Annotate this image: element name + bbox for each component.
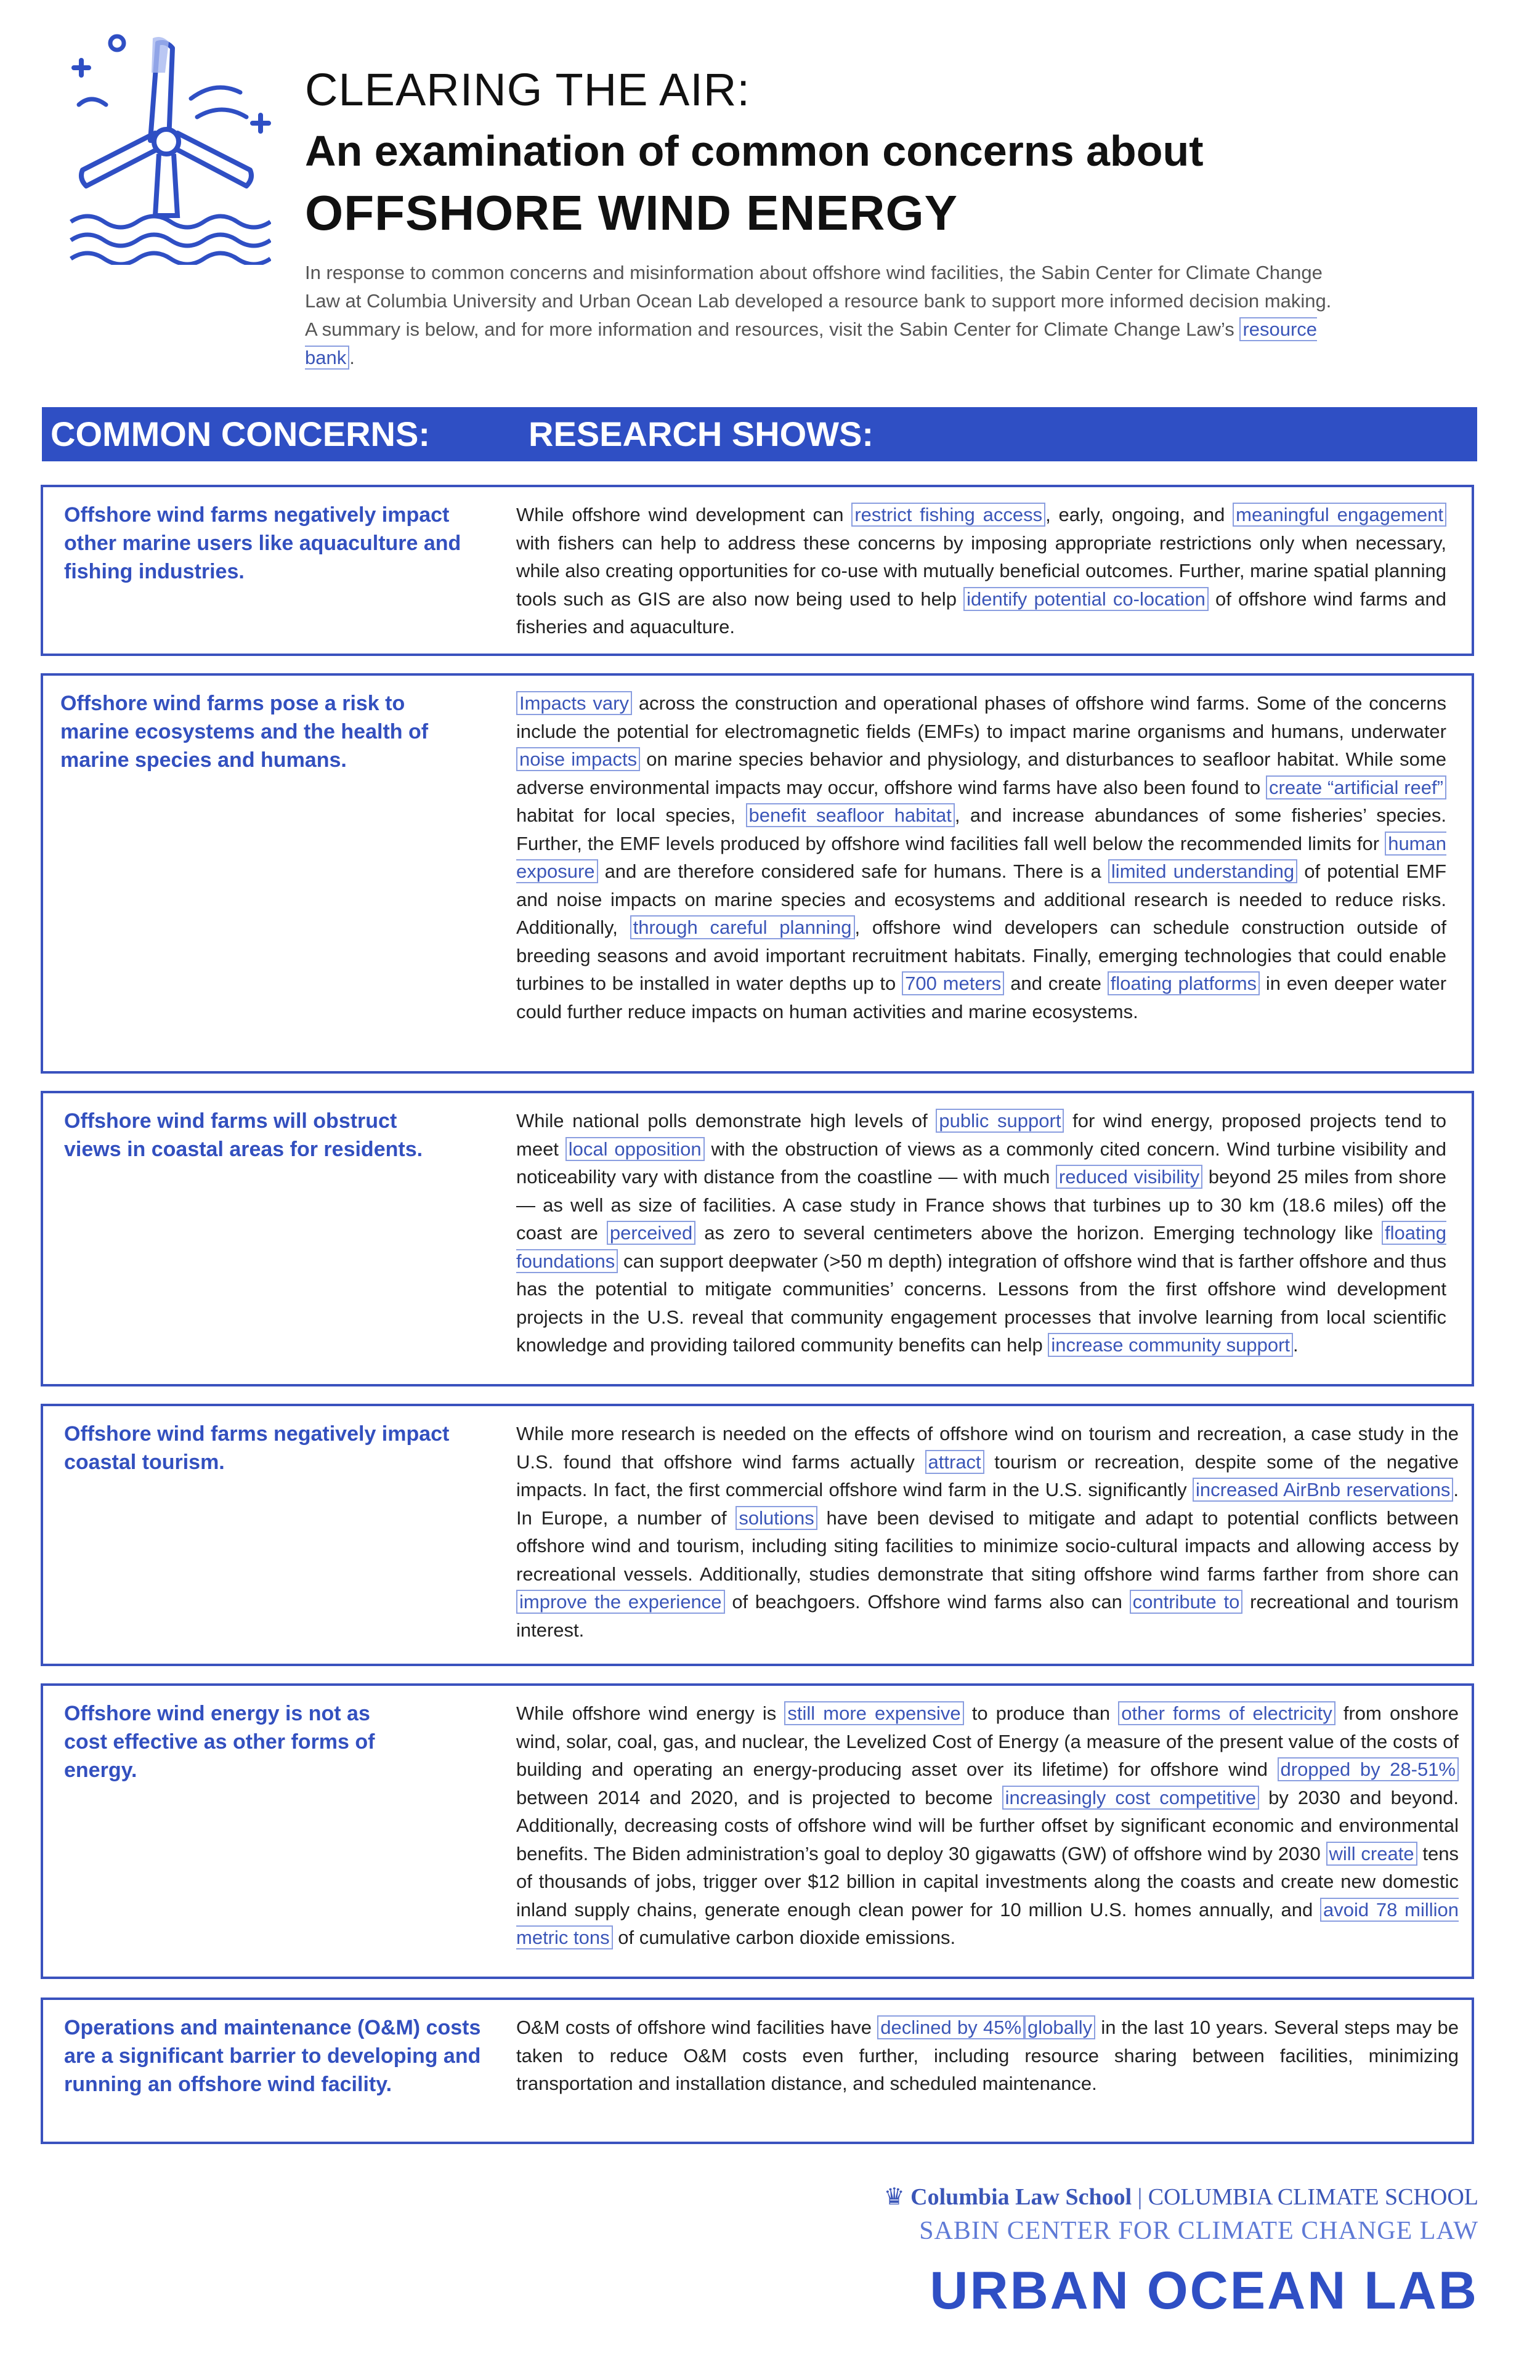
concern-row-cost bbox=[41, 1683, 1474, 1979]
common-concerns-heading: COMMON CONCERNS: bbox=[51, 415, 430, 453]
research-link[interactable]: increased AirBnb reservations bbox=[1193, 1478, 1453, 1502]
research-link[interactable]: meaningful engagement bbox=[1233, 503, 1446, 527]
research-text bbox=[516, 1699, 1459, 1952]
research-text-run: with the obstruction of views as a commonly cited concern. Wind turbine visibility and noticeability vary with distance from the coastline — with much bbox=[516, 1138, 1447, 1188]
research-link[interactable]: still more expensive bbox=[784, 1701, 963, 1725]
research-link[interactable]: declined by 45% bbox=[877, 2015, 1024, 2039]
research-shows-heading: RESEARCH SHOWS: bbox=[529, 415, 874, 453]
footer-separator: | bbox=[1137, 2184, 1143, 2210]
research-link[interactable]: restrict fishing access bbox=[851, 503, 1045, 527]
concern-text: Offshore wind farms negatively impact coastal tourism. bbox=[64, 1422, 450, 1474]
research-text-run: on marine species behavior and physiology, and disturbances to seafloor habitat. While some adverse environmental impacts may occur, offshore wind farms have also been found to bbox=[516, 748, 1446, 798]
research-link[interactable]: Impacts vary bbox=[516, 691, 632, 715]
columbia-line bbox=[875, 2180, 1478, 2214]
intro-text: In response to common concerns and misinformation about offshore wind facilities, the Sabin Center for Climate Change Law at Columbia University and Urban Ocean Lab developed a resource bank to support more informed decision making. A summary is below, and for more information and resources, visit the Sabin Center for Climate Change Law’s bbox=[305, 262, 1332, 340]
concern-row-ecosystems bbox=[41, 673, 1474, 1074]
research-link[interactable]: other forms of electricity bbox=[1118, 1701, 1335, 1725]
research-text bbox=[516, 689, 1446, 1026]
intro-end: . bbox=[349, 347, 355, 368]
research-text-run: O&M costs of offshore wind facilities have bbox=[516, 2017, 878, 2038]
research-text-run: by 2030 and beyond. Additionally, decreasing costs of offshore wind will be further offset by significant economic and environmental benefits. The Biden administration’s goal to deploy 30 gigawatts (GW) of offshore wind by 2030 bbox=[516, 1786, 1459, 1864]
research-text-run: , offshore wind developers can schedule construction outside of breeding seasons and avoid important recruitment habitats. Finally, emerging technologies that could enable turbines to be installed in water depths up to bbox=[516, 917, 1447, 994]
title-line-3: OFFSHORE WIND ENERGY bbox=[305, 185, 958, 240]
concern-text: Offshore wind energy is not as cost effective as other forms of energy. bbox=[64, 1702, 375, 1782]
intro-paragraph bbox=[305, 259, 1334, 372]
wind-turbine-logo bbox=[68, 31, 271, 265]
research-text-run: . bbox=[1293, 1334, 1299, 1356]
concern-row-tourism bbox=[41, 1404, 1474, 1666]
research-text-run: can support deepwater (>50 m depth) integration of offshore wind that is farther offshore and thus has the potential to mitigate communities’ concerns. Lessons from the first offshore wind development projects in the U.S. reveal that community engagement processes that involve learning from local scientific knowledge and providing tailored community benefits can help bbox=[516, 1250, 1446, 1356]
research-text-run: of beachgoers. Offshore wind farms also can bbox=[724, 1591, 1130, 1613]
research-text-run: While national polls demonstrate high levels of bbox=[516, 1110, 936, 1131]
research-link[interactable]: noise impacts bbox=[516, 747, 640, 771]
research-text-run: of potential EMF and noise impacts on marine species and ecosystems and additional research is needed to reduce risks. Additionally, bbox=[516, 860, 1447, 938]
research-text-run: of cumulative carbon dioxide emissions. bbox=[612, 1927, 956, 1948]
research-text-run: . In Europe, a number of bbox=[516, 1479, 1459, 1529]
research-text-run: to produce than bbox=[963, 1702, 1119, 1724]
research-text-run: While offshore wind development can bbox=[516, 504, 852, 525]
concern-row-views bbox=[41, 1091, 1474, 1386]
concern-text: Offshore wind farms negatively impact other marine users like aquaculture and fishing industries. bbox=[64, 503, 461, 583]
research-link[interactable]: will create bbox=[1326, 1842, 1417, 1866]
research-link[interactable]: limited understanding bbox=[1108, 859, 1297, 883]
research-link[interactable]: identify potential co-location bbox=[963, 587, 1209, 611]
research-link[interactable]: avoid 78 million metric tons bbox=[516, 1898, 1459, 1948]
concern-row-fishing bbox=[41, 485, 1474, 656]
research-text-run: and create bbox=[1004, 973, 1108, 994]
research-text-run: have been devised to mitigate and adapt to potential conflicts between offshore wind and tourism, including siting facilities to minimize socio-cultural impacts and allowing access by recreational vessels. Additionally, studies demonstrate that siting offshore wind farms farther from shore can bbox=[516, 1507, 1459, 1585]
research-link[interactable]: reduced visibility bbox=[1056, 1165, 1202, 1189]
research-text-run: in even deeper water could further reduce impacts on human activities and marine ecosystems. bbox=[516, 973, 1447, 1022]
research-link[interactable]: 700 meters bbox=[902, 971, 1004, 995]
crown-icon: ♛ bbox=[883, 2184, 905, 2210]
research-link[interactable]: local opposition bbox=[565, 1137, 705, 1161]
research-link[interactable]: improve the experience bbox=[516, 1590, 725, 1614]
research-text-run: habitat for local species, bbox=[516, 804, 746, 826]
research-text bbox=[516, 1107, 1446, 1359]
resource-bank-link[interactable]: resource bank bbox=[305, 318, 1318, 368]
research-link[interactable]: solutions bbox=[736, 1506, 817, 1530]
research-link[interactable]: increase community support bbox=[1048, 1333, 1293, 1357]
title-line-2: An examination of common concerns about bbox=[305, 127, 1204, 175]
concern-text: Operations and maintenance (O&M) costs are a significant barrier to developing and running an offshore wind facility. bbox=[64, 2016, 481, 2096]
research-text-run: , and increase abundances of some fisheries’ species. Further, the EMF levels produced by offshore wind facilities fall well below the recommended limits for bbox=[516, 804, 1446, 854]
research-link[interactable]: attract bbox=[925, 1450, 984, 1474]
columbia-law-school: Columbia Law School bbox=[910, 2184, 1132, 2210]
concern-text: Offshore wind farms pose a risk to marine ecosystems and the health of marine species and humans. bbox=[60, 692, 429, 772]
research-link[interactable]: floating platforms bbox=[1108, 971, 1260, 995]
research-text-run: tourism or recreation, despite some of the negative impacts. In fact, the first commercial offshore wind farm in the U.S. significantly bbox=[516, 1451, 1459, 1500]
research-link[interactable]: through careful planning bbox=[630, 915, 855, 939]
columbia-climate-school: COLUMBIA CLIMATE SCHOOL bbox=[1148, 2184, 1478, 2210]
research-text-run: of offshore wind farms and fisheries and aquaculture. bbox=[516, 588, 1446, 638]
research-link[interactable]: globally bbox=[1024, 2015, 1095, 2039]
research-link[interactable]: human exposure bbox=[516, 832, 1446, 882]
research-text-run: While offshore wind energy is bbox=[516, 1702, 785, 1724]
research-text bbox=[516, 1420, 1459, 1644]
research-text-run: beyond 25 miles from shore — as well as size of facilities. A case study in France shows that turbines up to 30 km (18.6 miles) off the coast are bbox=[516, 1166, 1447, 1244]
page-title bbox=[305, 60, 1475, 244]
research-text-run: recreational and tourism interest. bbox=[516, 1591, 1459, 1641]
sabin-center-line: SABIN CENTER FOR CLIMATE CHANGE LAW bbox=[919, 2217, 1478, 2245]
research-link[interactable]: benefit seafloor habitat bbox=[746, 803, 955, 827]
research-link[interactable]: contribute to bbox=[1130, 1590, 1243, 1614]
research-text bbox=[516, 501, 1446, 641]
research-link[interactable]: floating foundations bbox=[516, 1222, 1446, 1272]
research-text-run: tens of thousands of jobs, trigger over $12 billion in capital investments along the coasts and create new domestic inland supply chains, generate enough clean power for 10 million U.S. homes annually, and bbox=[516, 1842, 1459, 1921]
research-link[interactable]: public support bbox=[936, 1109, 1064, 1133]
research-text bbox=[516, 2014, 1459, 2098]
research-text-run: in the last 10 years. Several steps may be taken to reduce O&M costs even further, including resource sharing between facilities, minimizing transportation and installation distance, and scheduled maintenance. bbox=[516, 2017, 1459, 2094]
research-text-run: from onshore wind, solar, coal, gas, and nuclear, the Levelized Cost of Energy (a measure of the present value of the costs of building and operating an energy-producing asset over its lifetime) for offshore wind bbox=[516, 1702, 1459, 1780]
research-link[interactable]: increasingly cost competitive bbox=[1002, 1786, 1259, 1810]
research-text-run: between 2014 and 2020, and is projected to become bbox=[516, 1786, 1002, 1808]
research-text-run: as zero to several centimeters above the horizon. Emerging technology like bbox=[695, 1222, 1382, 1244]
research-link[interactable]: create “artificial reef” bbox=[1266, 775, 1446, 799]
concern-row-om-costs bbox=[41, 1997, 1474, 2144]
research-text-run: and are therefore considered safe for humans. There is a bbox=[598, 860, 1108, 882]
column-header-bar bbox=[42, 407, 1477, 461]
research-text-run: across the construction and operational phases of offshore wind farms. Some of the concerns include the potential for electromagnetic fields (EMFs) to impact marine organisms and humans, underwater bbox=[516, 692, 1446, 742]
research-text-run: for wind energy, proposed projects tend to meet bbox=[516, 1110, 1446, 1160]
concern-text: Offshore wind farms will obstruct views in coastal areas for residents. bbox=[64, 1109, 423, 1161]
research-link[interactable]: dropped by 28-51% bbox=[1278, 1757, 1459, 1781]
research-text-run: , early, ongoing, and bbox=[1045, 504, 1233, 525]
research-text-run: with fishers can help to address these concerns by imposing appropriate restrictions only when necessary, while also creating opportunities for co-use with mutually beneficial outcomes. Further, marine spatial planning tools such as GIS are also now being used to help bbox=[516, 532, 1446, 610]
footer-logos bbox=[875, 2180, 1478, 2325]
research-link[interactable]: perceived bbox=[607, 1221, 695, 1245]
research-text-run: While more research is needed on the effects of offshore wind on tourism and recreation, a case study in the U.S. found that offshore wind farms actually bbox=[516, 1423, 1459, 1473]
title-line-1: CLEARING THE AIR: bbox=[305, 64, 750, 115]
urban-ocean-lab-logo: URBAN OCEAN LAB bbox=[930, 2261, 1478, 2320]
